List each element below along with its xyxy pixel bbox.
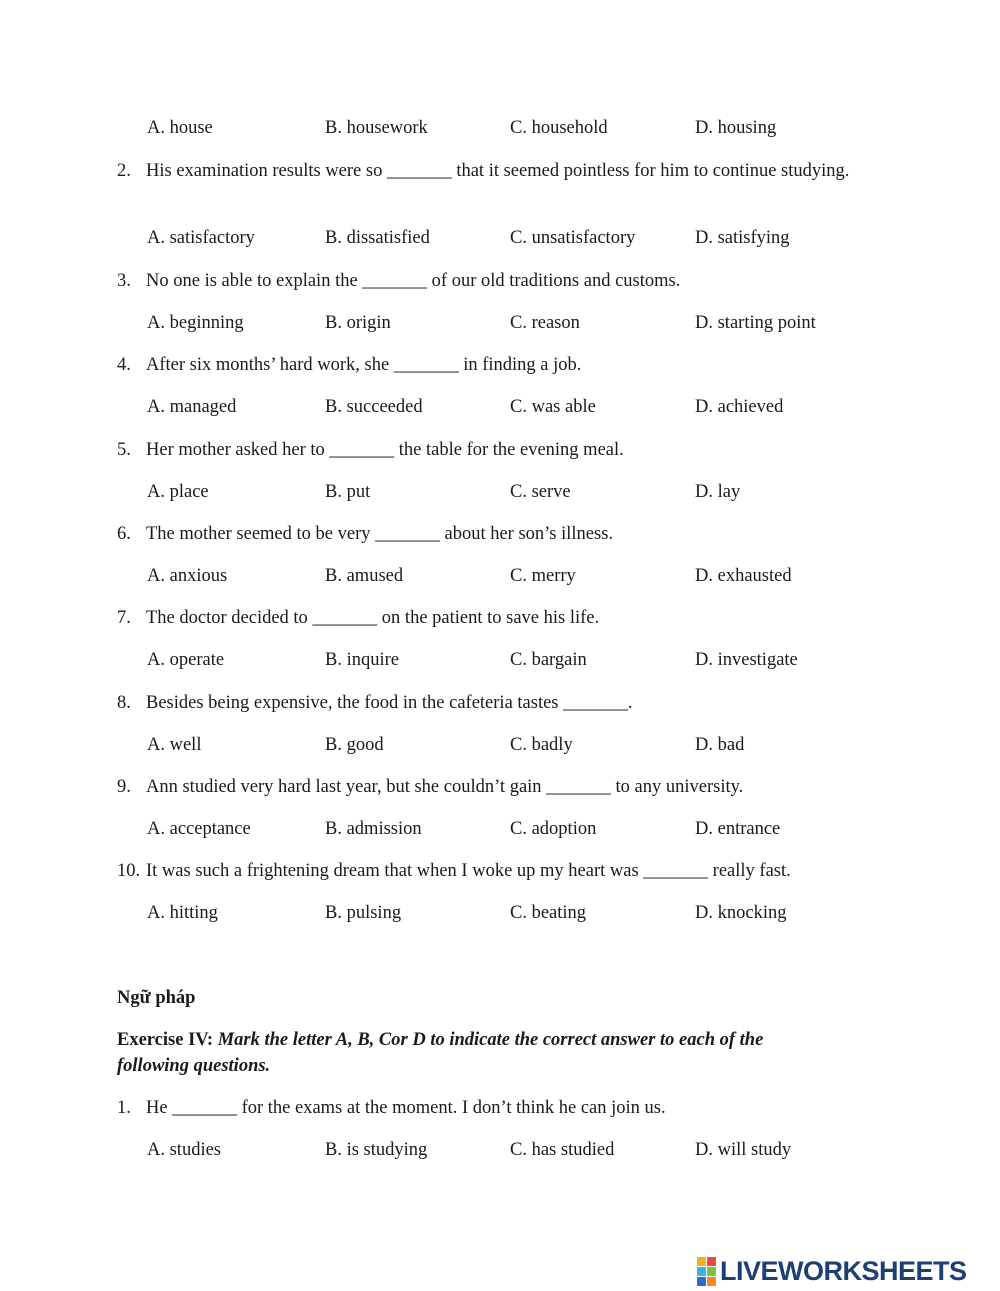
q9-options <box>147 816 867 842</box>
exercise-instruction <box>117 1027 837 1079</box>
q5-options <box>147 479 867 505</box>
option-c[interactable]: C. beating <box>510 903 587 923</box>
option-d[interactable]: D. entrance <box>695 819 781 839</box>
option-a[interactable]: A. anxious <box>147 566 228 586</box>
q8-options <box>147 732 867 758</box>
question-text: After six months’ hard work, she _______ in finding a job. <box>146 355 582 375</box>
option-d[interactable]: D. satisfying <box>695 228 790 248</box>
q10-options <box>147 900 867 926</box>
option-a[interactable]: A. hitting <box>147 903 218 923</box>
option-d[interactable]: D. housing <box>695 118 777 138</box>
liveworksheets-logo <box>697 1254 967 1288</box>
option-c[interactable]: C. was able <box>510 397 596 417</box>
option-d[interactable]: D. lay <box>695 482 741 502</box>
logo-square <box>707 1257 716 1266</box>
option-c[interactable]: C. reason <box>510 313 580 333</box>
question-number: 8. <box>117 693 131 713</box>
question-text: It was such a frightening dream that when I woke up my heart was _______ really fast. <box>146 861 791 881</box>
option-b[interactable]: B. good <box>325 735 384 755</box>
brand-name: LIVEWORKSHEETS <box>720 1255 967 1286</box>
question-number: 1. <box>117 1098 131 1118</box>
option-c[interactable]: C. badly <box>510 735 573 755</box>
question-number: 9. <box>117 777 131 797</box>
question-text: No one is able to explain the _______ of our old traditions and customs. <box>146 271 681 291</box>
question-text: Ann studied very hard last year, but she couldn’t gain _______ to any university. <box>146 777 744 797</box>
section-heading: Ngữ pháp <box>117 988 196 1008</box>
option-a[interactable]: A. house <box>147 118 213 138</box>
option-b[interactable]: B. succeeded <box>325 397 423 417</box>
option-b[interactable]: B. put <box>325 482 371 502</box>
q7-options <box>147 647 867 673</box>
option-c[interactable]: C. has studied <box>510 1140 615 1160</box>
option-a[interactable]: A. operate <box>147 650 225 670</box>
question-number: 10. <box>117 861 141 881</box>
logo-icon <box>697 1257 716 1286</box>
option-b[interactable]: B. admission <box>325 819 422 839</box>
question-number: 7. <box>117 608 131 628</box>
question-number: 3. <box>117 271 131 291</box>
question-6 <box>117 521 857 547</box>
question-4 <box>117 352 857 378</box>
option-a[interactable]: A. acceptance <box>147 819 251 839</box>
option-d[interactable]: D. investigate <box>695 650 798 670</box>
question-number: 2. <box>117 161 131 181</box>
logo-square <box>697 1257 706 1266</box>
q1-options <box>147 115 867 141</box>
option-c[interactable]: C. household <box>510 118 608 138</box>
option-b[interactable]: B. origin <box>325 313 391 333</box>
grammar-question-1 <box>117 1095 857 1121</box>
q6-options <box>147 563 867 589</box>
option-d[interactable]: D. starting point <box>695 313 816 333</box>
logo-square <box>707 1277 716 1286</box>
question-text: His examination results were so _______ that it seemed pointless for him to continue studying. <box>146 161 850 181</box>
q4-options <box>147 394 867 420</box>
question-text: He _______ for the exams at the moment. I don’t think he can join us. <box>146 1098 666 1118</box>
exercise-label: Exercise IV: <box>117 1030 214 1050</box>
question-5 <box>117 437 857 463</box>
option-c[interactable]: C. bargain <box>510 650 587 670</box>
option-b[interactable]: B. amused <box>325 566 404 586</box>
option-d[interactable]: D. achieved <box>695 397 784 417</box>
question-7 <box>117 605 857 631</box>
option-b[interactable]: B. is studying <box>325 1140 428 1160</box>
question-number: 4. <box>117 355 131 375</box>
option-d[interactable]: D. knocking <box>695 903 787 923</box>
logo-square <box>697 1277 706 1286</box>
question-9 <box>117 774 857 800</box>
option-b[interactable]: B. inquire <box>325 650 399 670</box>
logo-square <box>707 1267 716 1276</box>
option-a[interactable]: A. well <box>147 735 202 755</box>
grammar-q1-options <box>147 1137 867 1163</box>
q2-options <box>147 225 867 251</box>
option-a[interactable]: A. studies <box>147 1140 221 1160</box>
logo-square <box>697 1267 706 1276</box>
option-b[interactable]: B. dissatisfied <box>325 228 430 248</box>
option-d[interactable]: D. bad <box>695 735 745 755</box>
option-c[interactable]: C. serve <box>510 482 571 502</box>
question-10 <box>117 858 877 884</box>
option-d[interactable]: D. exhausted <box>695 566 792 586</box>
question-text: Her mother asked her to _______ the table for the evening meal. <box>146 440 624 460</box>
option-c[interactable]: C. adoption <box>510 819 597 839</box>
question-8 <box>117 690 857 716</box>
question-text: The mother seemed to be very _______ about her son’s illness. <box>146 524 614 544</box>
option-c[interactable]: C. merry <box>510 566 576 586</box>
question-text: Besides being expensive, the food in the cafeteria tastes _______. <box>146 693 633 713</box>
question-2 <box>117 158 857 184</box>
option-a[interactable]: A. satisfactory <box>147 228 255 248</box>
option-a[interactable]: A. beginning <box>147 313 244 333</box>
question-3 <box>117 268 857 294</box>
option-c[interactable]: C. unsatisfactory <box>510 228 636 248</box>
option-a[interactable]: A. managed <box>147 397 237 417</box>
question-text: The doctor decided to _______ on the patient to save his life. <box>146 608 600 628</box>
question-number: 6. <box>117 524 131 544</box>
exercise-instruction-text: Mark the letter A, B, Cor D to indicate the correct answer to each of the following questions. <box>117 1030 764 1076</box>
option-b[interactable]: B. housework <box>325 118 428 138</box>
option-a[interactable]: A. place <box>147 482 209 502</box>
option-d[interactable]: D. will study <box>695 1140 792 1160</box>
question-number: 5. <box>117 440 131 460</box>
option-b[interactable]: B. pulsing <box>325 903 402 923</box>
q3-options <box>147 310 867 336</box>
